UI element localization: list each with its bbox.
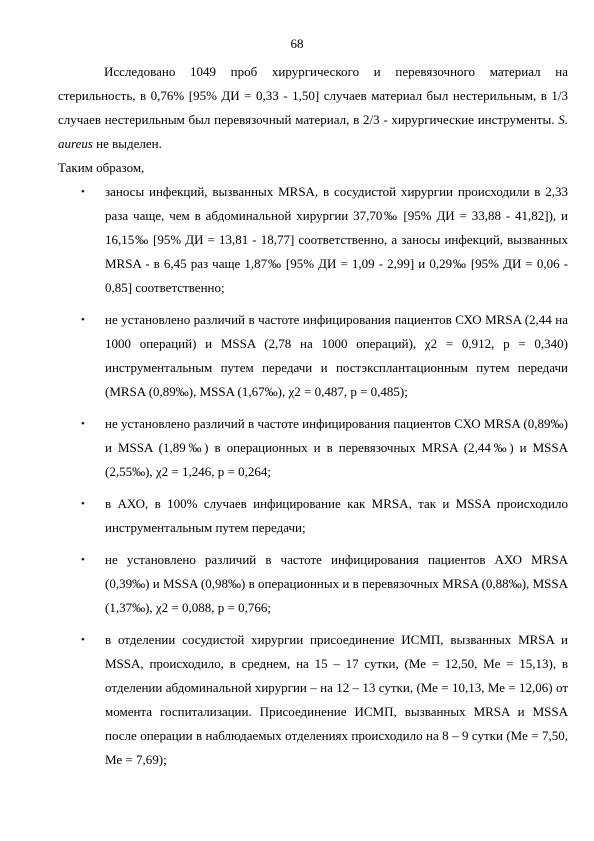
bullet-icon: • <box>81 314 85 326</box>
page-number: 68 <box>290 36 304 51</box>
page-content <box>58 60 568 780</box>
organism-name: S. aureus <box>58 112 568 151</box>
list-item <box>58 412 568 484</box>
bullet-icon: • <box>81 498 85 510</box>
list-item-text: заносы инфекций, вызванных MRSA, в сосудистой хирургии происходили в 2,33 раза чаще, чем в абдоминальной хирургии 37,70‰ [95% ДИ = 33,88 - 41,82]), и 16,15‰ [95% ДИ = 13,81 - 18,77] соответственно, а заносы инфекций, вызванных MRSA - в 6,45 раз чаще 1,87‰ [95% ДИ = 1,09 - 2,99] и 0,29‰ [95% ДИ = 0,06 - 0,85] соответственно; <box>105 184 568 295</box>
list-item <box>58 308 568 404</box>
list-item <box>58 492 568 540</box>
list-item <box>58 180 568 300</box>
intro-text-end: не выделен. <box>92 136 162 151</box>
bullet-icon: • <box>81 554 85 566</box>
list-item-text: в АХО, в 100% случаев инфицирование как MRSA, так и MSSA происходило инструментальным путем передачи; <box>105 496 568 535</box>
intro-text-start: Исследовано 1049 проб хирургического и перевязочного материал на стерильность, в 0,76% [95% ДИ = 0,33 - 1,50] случаев материал был нестерильным, в 1/3 случаев нестерильным был перевязочный материал, в 2/3 - хирургические инструменты. <box>58 64 568 127</box>
conclusion-list <box>58 180 568 772</box>
intro-paragraph <box>58 60 568 156</box>
list-item-text: не установлено различий в частоте инфицирования пациентов АХО MRSA (0,39‰) и MSSA (0,98‰) в операционных и в перевязочных MRSA (0,88‰), MSSA (1,37‰), χ2 = 0,088, р = 0,766; <box>105 552 568 615</box>
list-item-text: в отделении сосудистой хирургии присоединение ИСМП, вызванных MRSA и MSSA, происходило, в среднем, на 15 – 17 сутки, (Ме = 12,50, Ме = 15,13), в отделении абдоминальной хирургии – на 12 – 13 сутки, (Ме = 10,13, Ме = 12,06) от момента госпитализации. Присоединение ИСМП, вызванных MRSA и MSSA после операции в наблюдаемых отделениях происходило на 8 – 9 сутки (Ме = 7,50, Ме = 7,69); <box>105 632 568 767</box>
bullet-icon: • <box>81 418 85 430</box>
bullet-icon: • <box>81 186 85 198</box>
list-item-text: не установлено различий в частоте инфицирования пациентов СХО MRSA (0,89‰) и MSSA (1,89‰) в операционных и в перевязочных MRSA (2,44‰) и MSSA (2,55‰), χ2 = 1,246, р = 0,264; <box>105 416 568 479</box>
list-item <box>58 548 568 620</box>
list-item <box>58 628 568 772</box>
bullet-icon: • <box>81 634 85 646</box>
conclusion-lead: Таким образом, <box>58 160 145 175</box>
list-item-text: не установлено различий в частоте инфицирования пациентов СХО MRSA (2,44 на 1000 операций) и MSSA (2,78 на 1000 операций), χ2 = 0,912, р = 0,340) инструментальным путем передачи и постэксплантационным путем передачи (MRSA (0,89‰), MSSA (1,67‰), χ2 = 0,487, p = 0,485); <box>105 312 568 399</box>
